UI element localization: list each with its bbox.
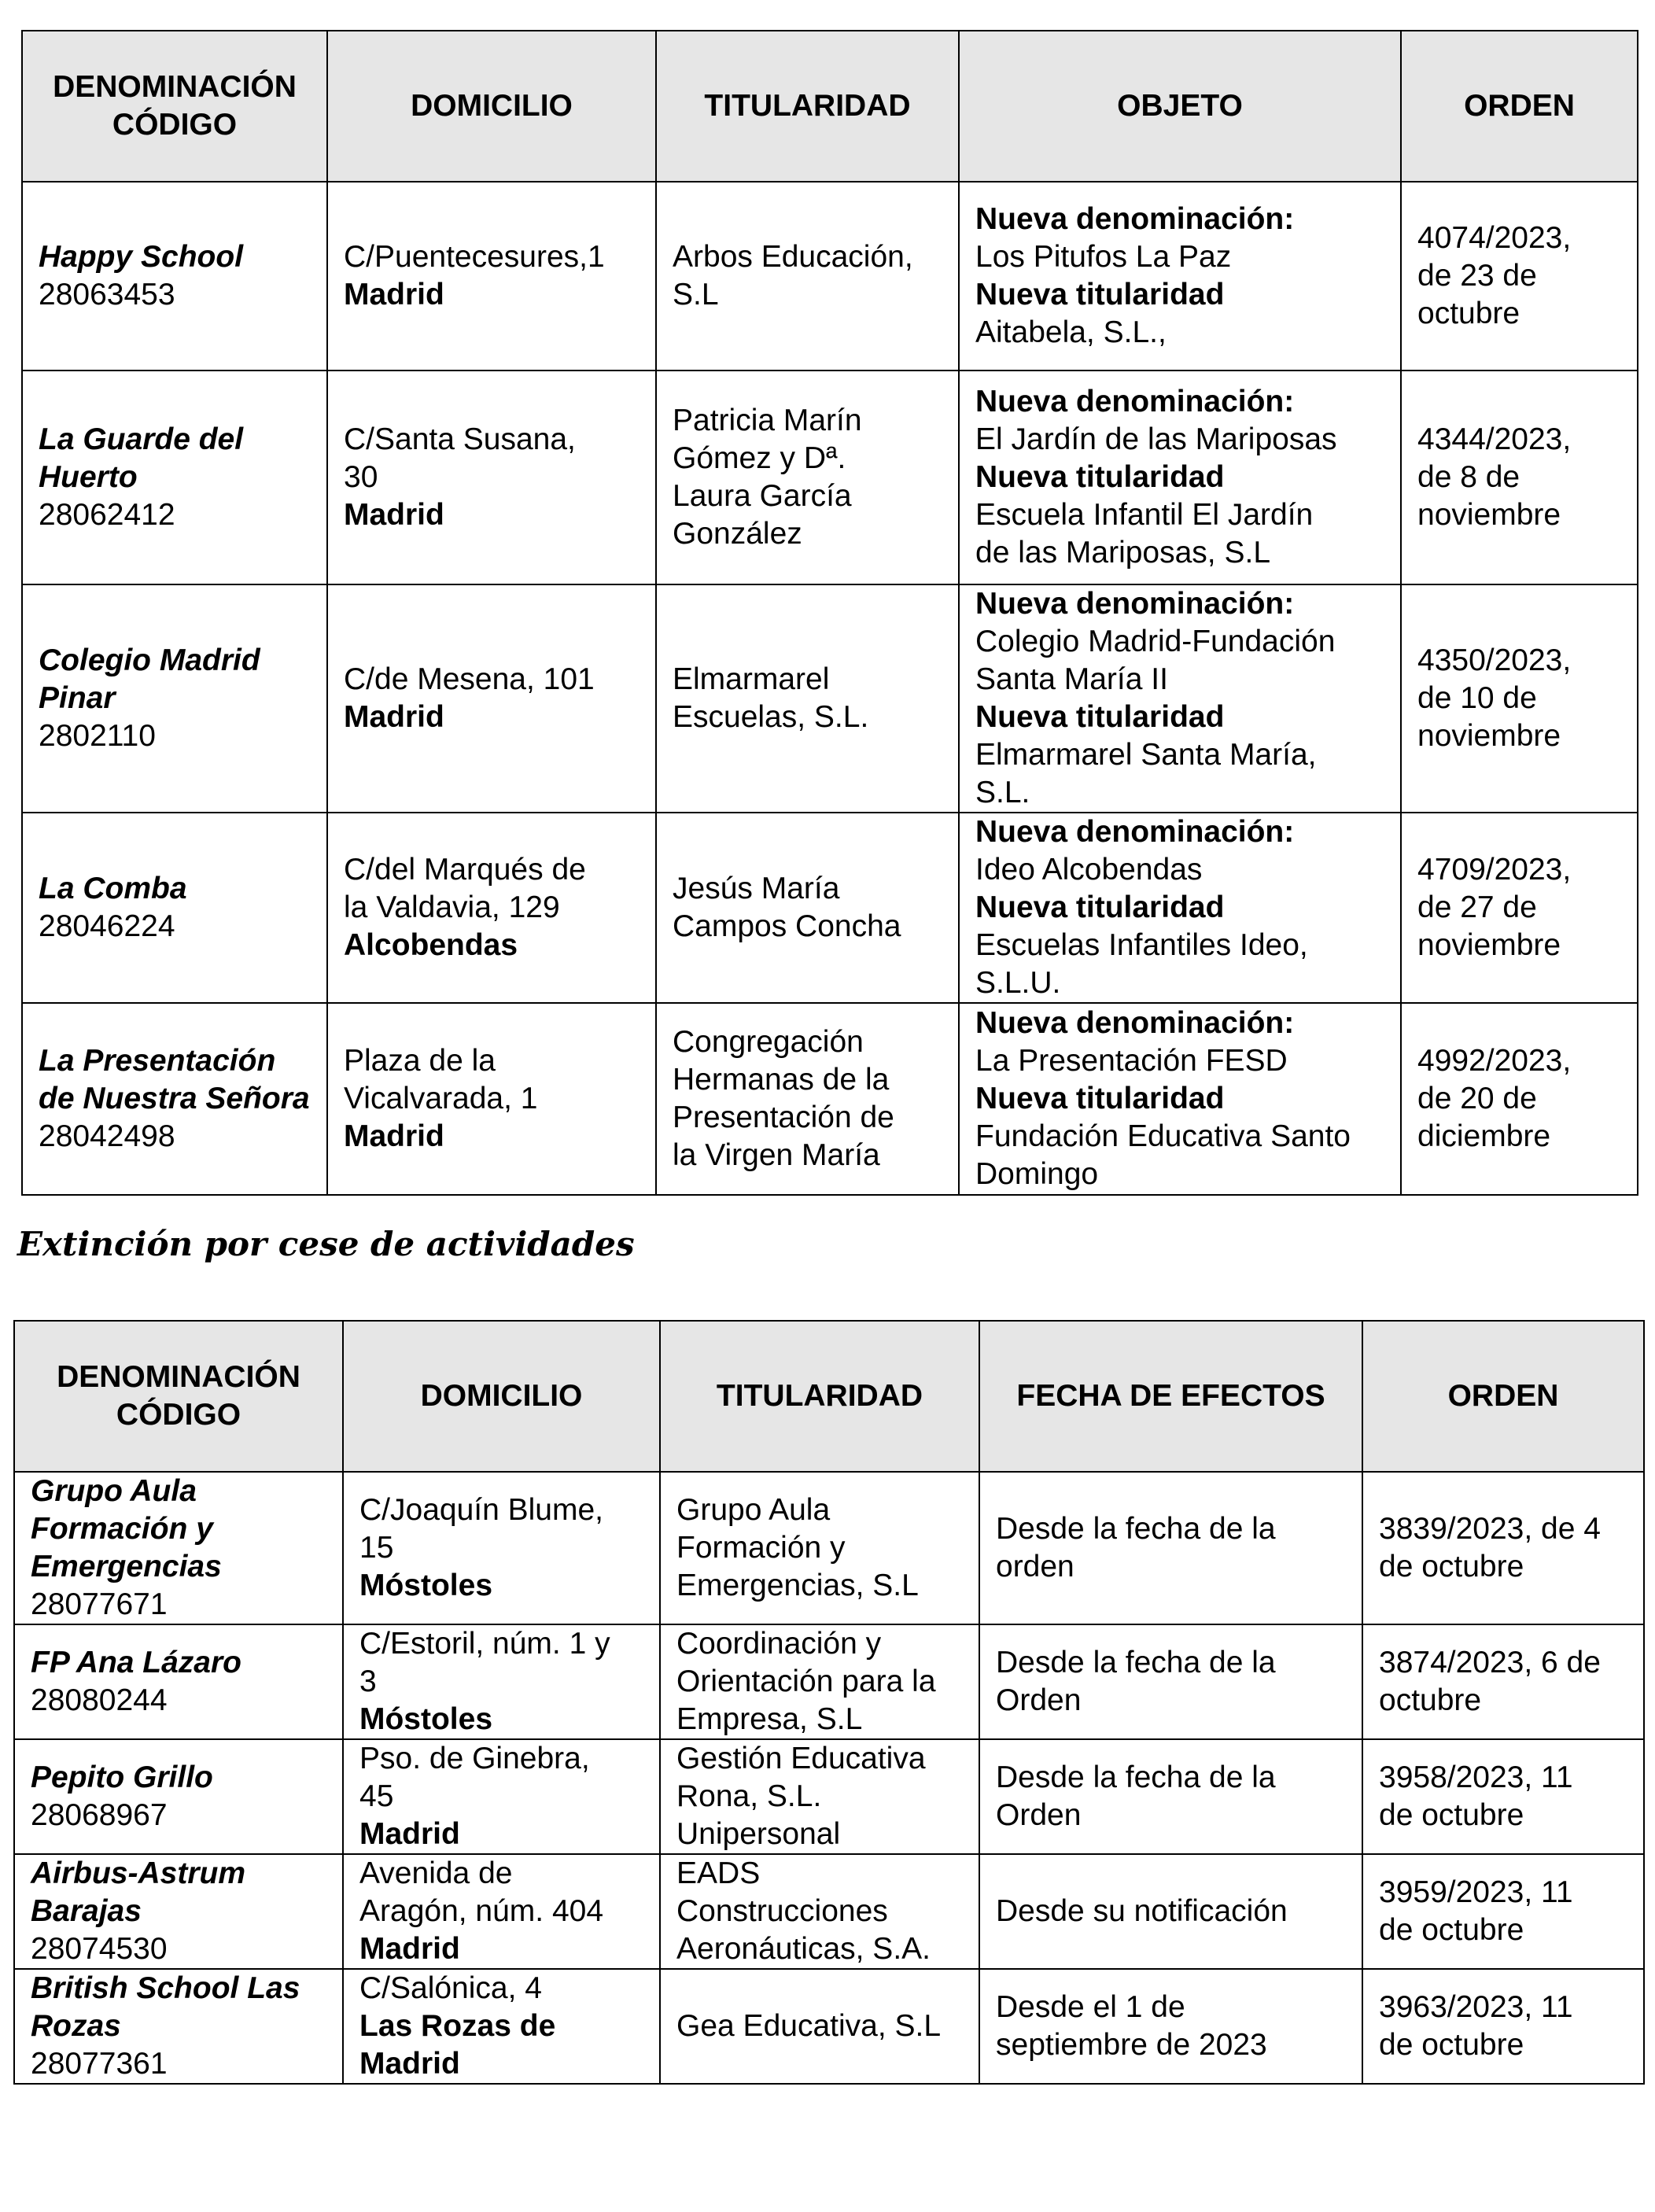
cell-domicilio: C/Santa Susana, 30 Madrid	[327, 371, 656, 584]
cell-domicilio: Avenida de Aragón, núm. 404 Madrid	[343, 1854, 660, 1969]
centro-nombre: FP Ana Lázaro	[31, 1646, 241, 1679]
table-row	[22, 1003, 1638, 1195]
cell-denominacion	[14, 1472, 343, 1624]
localidad: Madrid	[359, 1932, 460, 1966]
header-orden: ORDEN	[1362, 1321, 1644, 1472]
centro-codigo: 2802110	[39, 719, 156, 753]
localidad: Madrid	[344, 1119, 444, 1153]
table-extinciones	[13, 1320, 1645, 2085]
cell-denominacion	[22, 371, 327, 584]
header-objeto: OBJETO	[959, 31, 1401, 182]
localidad: Las Rozas de Madrid	[359, 2009, 556, 2081]
header-domicilio: DOMICILIO	[343, 1321, 660, 1472]
label-nueva-titularidad: Nueva titularidad	[975, 700, 1225, 734]
centro-nombre: La Comba	[39, 872, 187, 905]
cell-domicilio: C/de Mesena, 101 Madrid	[327, 584, 656, 813]
centro-codigo: 28077361	[31, 2047, 168, 2081]
cell-objeto: Nueva denominación: Los Pitufos La Paz Nueva titularidad Aitabela, S.L.,	[959, 182, 1401, 371]
cell-orden: 3959/2023, 11 de octubre	[1362, 1854, 1644, 1969]
centro-codigo: 28042498	[39, 1119, 175, 1153]
cell-objeto: Nueva denominación: Ideo Alcobendas Nueva titularidad Escuelas Infantiles Ideo, S.L.U.	[959, 813, 1401, 1003]
label-nueva-denominacion: Nueva denominación:	[975, 1006, 1295, 1040]
header-titularidad: TITULARIDAD	[660, 1321, 979, 1472]
cell-fecha-efectos: Desde su notificación	[979, 1854, 1362, 1969]
cell-denominacion	[14, 1854, 343, 1969]
label-nueva-denominacion: Nueva denominación:	[975, 587, 1295, 621]
cell-titularidad: Coordinación y Orientación para la Empresa, S.L	[660, 1624, 979, 1739]
cell-domicilio: Plaza de la Vicalvarada, 1 Madrid	[327, 1003, 656, 1195]
label-nueva-titularidad: Nueva titularidad	[975, 278, 1225, 312]
localidad: Madrid	[344, 700, 444, 734]
cell-titularidad: Grupo Aula Formación y Emergencias, S.L	[660, 1472, 979, 1624]
localidad: Madrid	[344, 498, 444, 532]
cell-orden: 4709/2023, de 27 de noviembre	[1401, 813, 1638, 1003]
label-nueva-titularidad: Nueva titularidad	[975, 1082, 1225, 1115]
table-row	[22, 182, 1638, 371]
centro-codigo: 28046224	[39, 909, 175, 943]
label-nueva-denominacion: Nueva denominación:	[975, 815, 1295, 849]
cell-titularidad: Elmarmarel Escuelas, S.L.	[656, 584, 959, 813]
cell-denominacion	[14, 1739, 343, 1854]
cell-denominacion	[14, 1969, 343, 2084]
localidad: Móstoles	[359, 1569, 493, 1602]
table-row	[14, 1739, 1644, 1854]
centro-codigo: 28062412	[39, 498, 175, 532]
table-header-row	[14, 1321, 1644, 1472]
cell-titularidad: Gestión Educativa Rona, S.L. Unipersonal	[660, 1739, 979, 1854]
table-row	[22, 584, 1638, 813]
cell-orden: 4350/2023, de 10 de noviembre	[1401, 584, 1638, 813]
cell-orden: 3839/2023, de 4 de octubre	[1362, 1472, 1644, 1624]
centro-nombre: Pepito Grillo	[31, 1760, 213, 1794]
centro-codigo: 28068967	[31, 1798, 168, 1832]
localidad: Madrid	[359, 1817, 460, 1851]
cell-orden: 4344/2023, de 8 de noviembre	[1401, 371, 1638, 584]
cell-objeto: Nueva denominación: Colegio Madrid-Fundación Santa María II Nueva titularidad Elmarmarel Santa María, S.L.	[959, 584, 1401, 813]
cell-titularidad: Arbos Educación, S.L	[656, 182, 959, 371]
cell-orden: 3958/2023, 11 de octubre	[1362, 1739, 1644, 1854]
table-header-row	[22, 31, 1638, 182]
cell-titularidad: Jesús María Campos Concha	[656, 813, 959, 1003]
localidad: Móstoles	[359, 1702, 493, 1736]
table-row	[22, 371, 1638, 584]
cell-domicilio: C/Joaquín Blume, 15 Móstoles	[343, 1472, 660, 1624]
centro-codigo: 28063453	[39, 278, 175, 312]
cell-denominacion	[14, 1624, 343, 1739]
cell-denominacion	[22, 1003, 327, 1195]
cell-domicilio: C/Puentecesures,1 Madrid	[327, 182, 656, 371]
localidad: Madrid	[344, 278, 444, 312]
table-row	[14, 1854, 1644, 1969]
cell-orden: 3874/2023, 6 de octubre	[1362, 1624, 1644, 1739]
header-denominacion-codigo: DENOMINACIÓN CÓDIGO	[22, 31, 327, 182]
label-nueva-titularidad: Nueva titularidad	[975, 890, 1225, 924]
cell-domicilio: C/Salónica, 4 Las Rozas de Madrid	[343, 1969, 660, 2084]
table-row	[14, 1969, 1644, 2084]
cell-orden: 4992/2023, de 20 de diciembre	[1401, 1003, 1638, 1195]
centro-codigo: 28074530	[31, 1932, 168, 1966]
cell-objeto: Nueva denominación: La Presentación FESD Nueva titularidad Fundación Educativa Santo Domingo	[959, 1003, 1401, 1195]
table-modificaciones	[21, 30, 1638, 1196]
table-row	[14, 1624, 1644, 1739]
section-title: Extinción por cese de actividades	[17, 1225, 635, 1263]
table-row	[22, 813, 1638, 1003]
centro-nombre: La Presentación de Nuestra Señora	[39, 1044, 310, 1115]
header-titularidad: TITULARIDAD	[656, 31, 959, 182]
cell-titularidad: EADS Construcciones Aeronáuticas, S.A.	[660, 1854, 979, 1969]
centro-nombre: Airbus-Astrum Barajas	[31, 1856, 246, 1928]
centro-nombre: Colegio Madrid Pinar	[39, 643, 260, 715]
header-denominacion-codigo: DENOMINACIÓN CÓDIGO	[14, 1321, 343, 1472]
centro-nombre: La Guarde del Huerto	[39, 422, 244, 494]
cell-fecha-efectos: Desde la fecha de la Orden	[979, 1739, 1362, 1854]
header-orden: ORDEN	[1401, 31, 1638, 182]
localidad: Alcobendas	[344, 928, 518, 962]
centro-nombre: Grupo Aula Formación y Emergencias	[31, 1474, 222, 1583]
cell-orden: 3963/2023, 11 de octubre	[1362, 1969, 1644, 2084]
cell-fecha-efectos: Desde el 1 de septiembre de 2023	[979, 1969, 1362, 2084]
cell-denominacion	[22, 584, 327, 813]
cell-titularidad: Patricia Marín Gómez y Dª. Laura García González	[656, 371, 959, 584]
cell-domicilio: C/Estoril, núm. 1 y 3 Móstoles	[343, 1624, 660, 1739]
cell-denominacion	[22, 813, 327, 1003]
cell-titularidad: Congregación Hermanas de la Presentación de la Virgen María	[656, 1003, 959, 1195]
cell-domicilio: C/del Marqués de la Valdavia, 129 Alcobendas	[327, 813, 656, 1003]
cell-denominacion	[22, 182, 327, 371]
centro-nombre: Happy School	[39, 240, 244, 274]
cell-titularidad: Gea Educativa, S.L	[660, 1969, 979, 2084]
cell-orden: 4074/2023, de 23 de octubre	[1401, 182, 1638, 371]
header-fecha-efectos: FECHA DE EFECTOS	[979, 1321, 1362, 1472]
header-domicilio: DOMICILIO	[327, 31, 656, 182]
cell-domicilio: Pso. de Ginebra, 45 Madrid	[343, 1739, 660, 1854]
cell-objeto: Nueva denominación: El Jardín de las Mariposas Nueva titularidad Escuela Infantil El Jardín de las Mariposas, S.L	[959, 371, 1401, 584]
cell-fecha-efectos: Desde la fecha de la orden	[979, 1472, 1362, 1624]
table-row	[14, 1472, 1644, 1624]
cell-fecha-efectos: Desde la fecha de la Orden	[979, 1624, 1362, 1739]
label-nueva-denominacion: Nueva denominación:	[975, 202, 1295, 236]
centro-codigo: 28080244	[31, 1683, 168, 1717]
centro-nombre: British School Las Rozas	[31, 1971, 300, 2043]
label-nueva-titularidad: Nueva titularidad	[975, 460, 1225, 494]
centro-codigo: 28077671	[31, 1587, 168, 1621]
label-nueva-denominacion: Nueva denominación:	[975, 385, 1295, 418]
